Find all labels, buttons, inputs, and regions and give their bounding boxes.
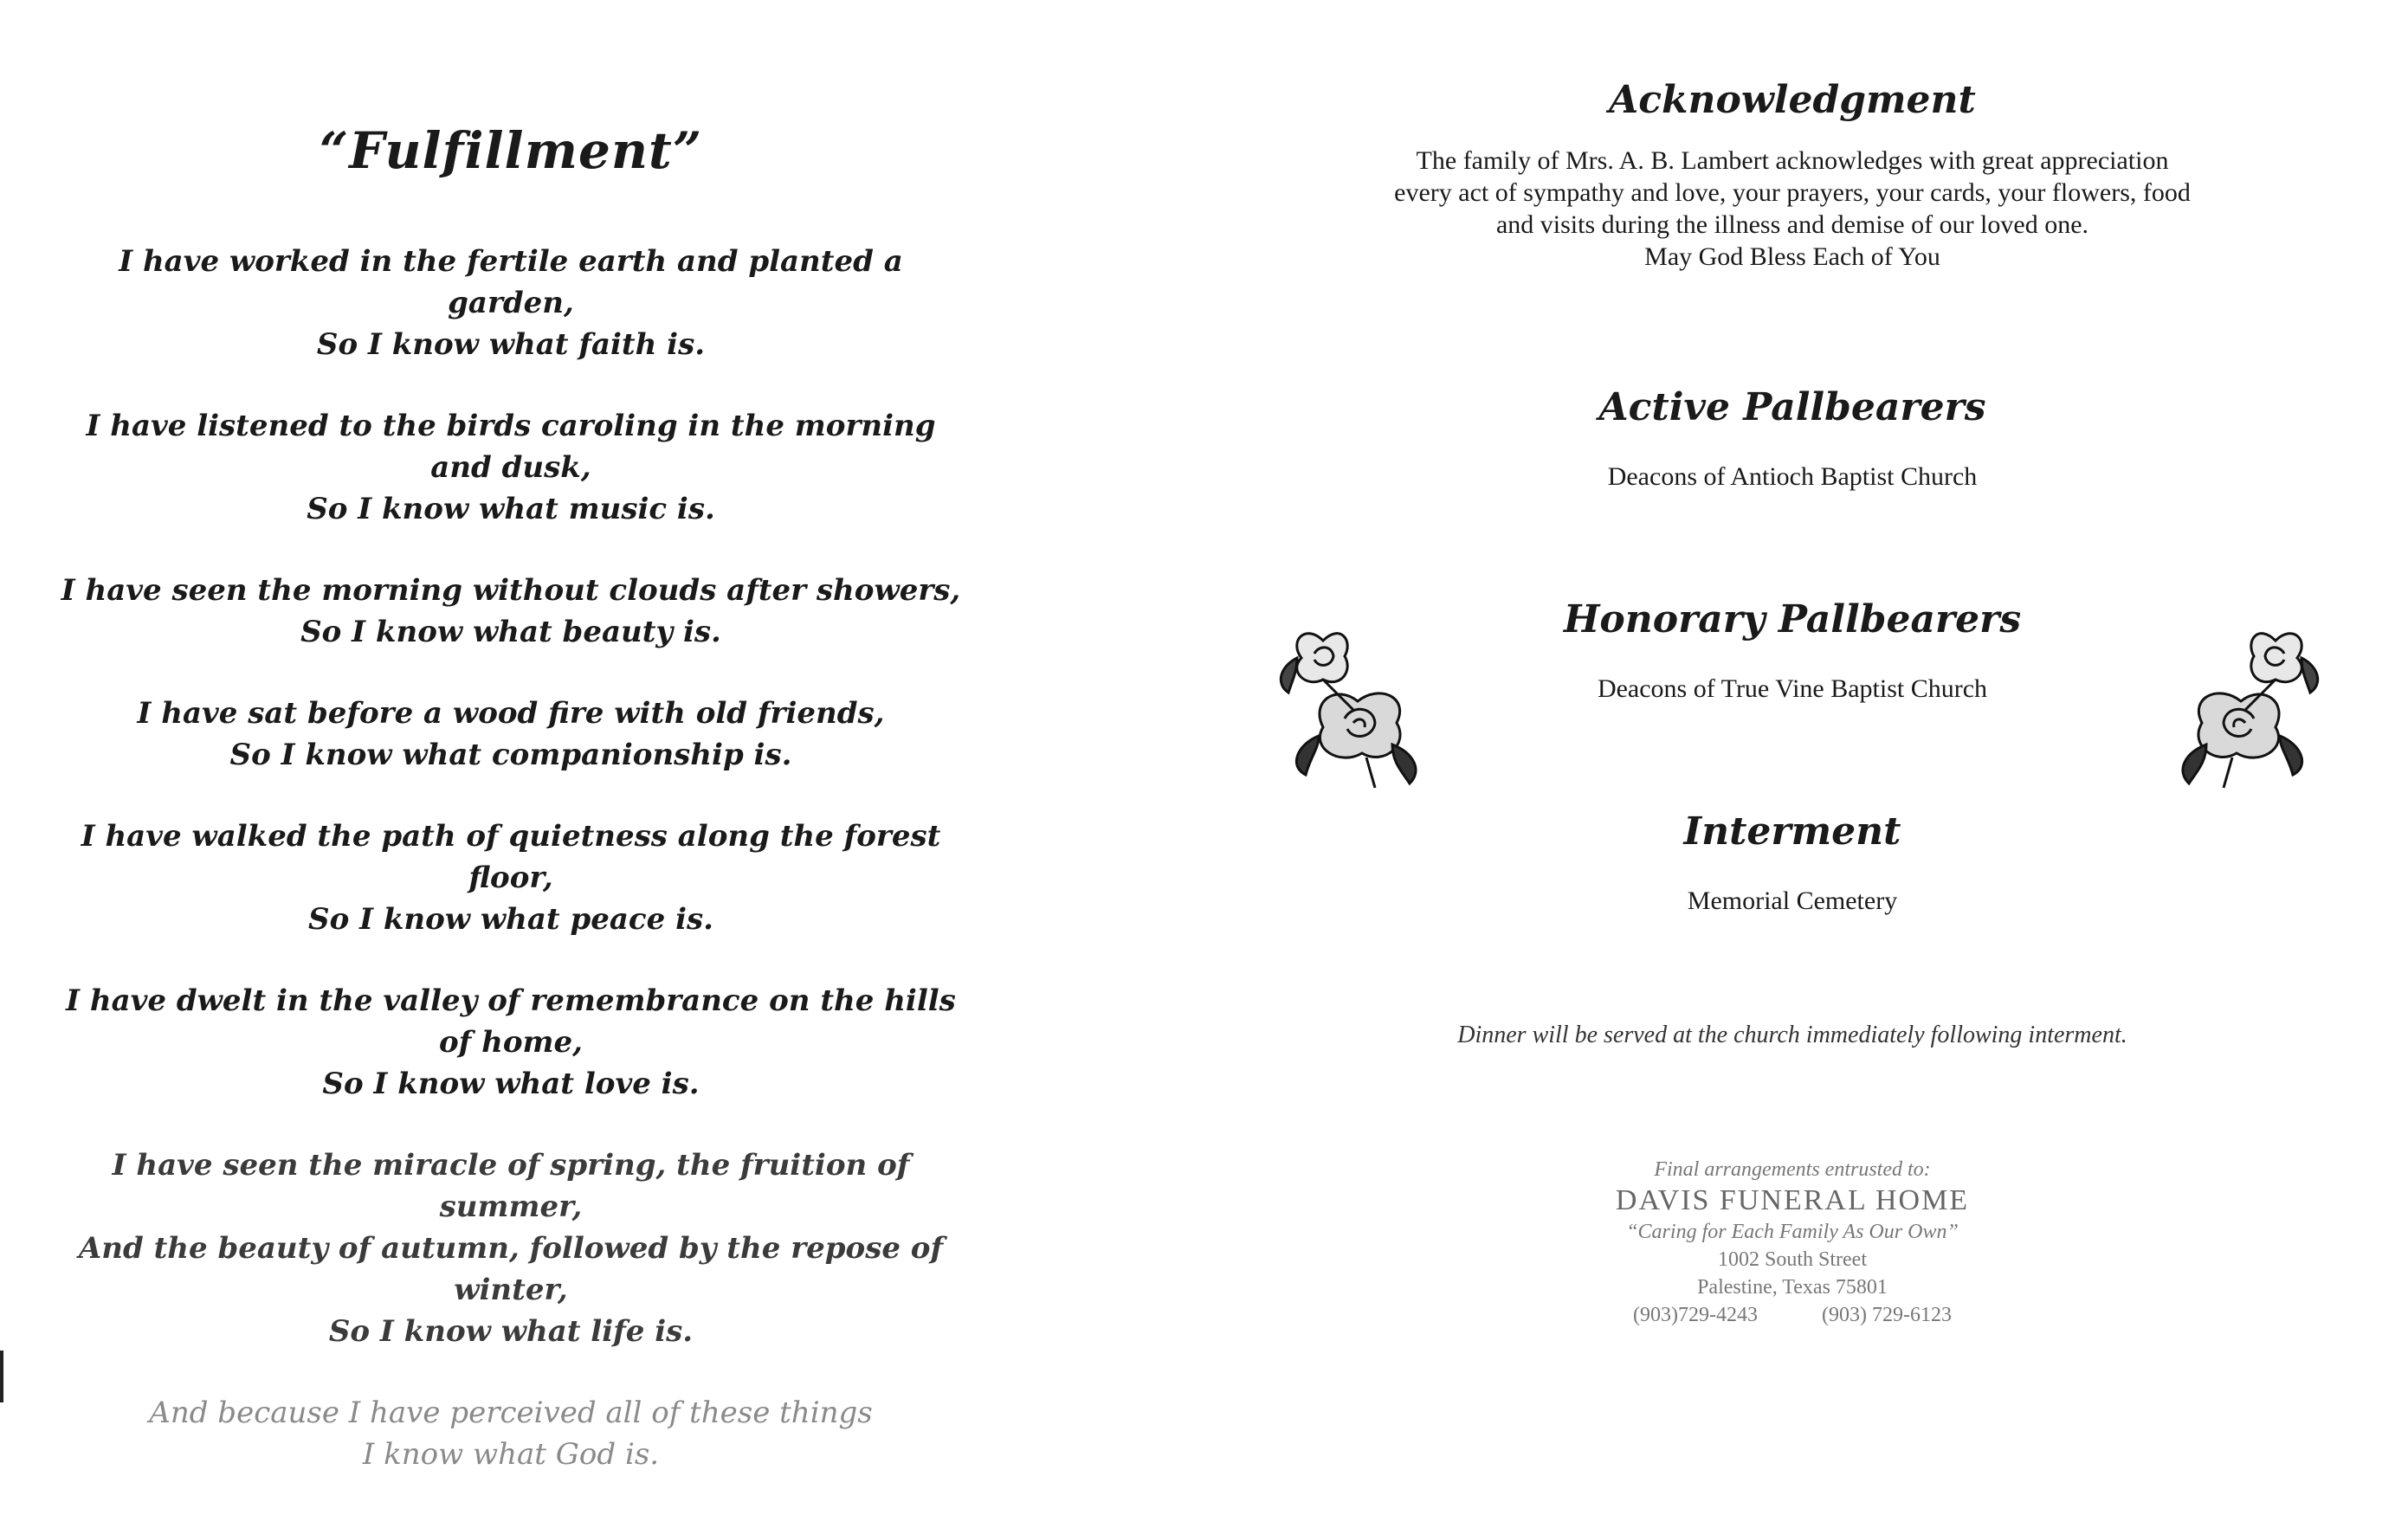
poem-panel (52, 121, 970, 1515)
poem-stanza-4 (52, 693, 970, 776)
poem-line: I have dwelt in the valley of remembrance on the hills of home, (66, 983, 956, 1060)
poem-line: So I know what peace is. (308, 902, 713, 937)
acknowledgment-heading: Acknowledgment (1609, 78, 1976, 122)
poem-stanza-5 (52, 816, 970, 940)
funeral-home-block (1281, 1156, 2303, 1329)
acknowledgment-line: and visits during the illness and demise of our loved one. (1495, 210, 2089, 239)
scan-edge-mark (0, 1351, 3, 1402)
funeral-home-phone: (903) 729-6123 (1822, 1304, 1952, 1326)
funeral-home-phones (1281, 1301, 2303, 1329)
poem-line: I have seen the morning without clouds after showers, (61, 573, 961, 608)
poem-line: So I know what music is. (307, 492, 715, 526)
poem-line: So I know what faith is. (316, 327, 706, 362)
acknowledgment-section (1281, 78, 2303, 273)
acknowledgment-line: every act of sympathy and love, your prayers, your cards, your flowers, food (1394, 178, 2191, 207)
funeral-home-phone: (903)729-4243 (1633, 1304, 1758, 1326)
poem-line: And the beauty of autumn, followed by the repose of winter, (78, 1231, 944, 1307)
poem-stanza-3 (52, 570, 970, 653)
poem-line: And because I have perceived all of these things (149, 1396, 873, 1430)
dinner-note: Dinner will be served at the church immediately following interment. (1457, 1022, 2127, 1048)
poem-line: So I know what companionship is. (229, 738, 792, 772)
poem-stanza-6 (52, 980, 970, 1105)
interment-heading: Interment (1683, 809, 1901, 854)
poem-line: I know what God is. (362, 1437, 660, 1472)
poem-title: “Fulfillment” (319, 121, 703, 180)
poem-line: So I know what love is. (322, 1067, 700, 1101)
poem-line: I have sat before a wood fire with old friends, (137, 696, 885, 731)
poem-stanza-1 (52, 241, 970, 365)
funeral-home-motto: “Caring for Each Family As Our Own” (1626, 1221, 1959, 1243)
acknowledgment-line: May God Bless Each of You (1644, 242, 1940, 271)
honorary-pallbearers-heading: Honorary Pallbearers (1563, 597, 2022, 641)
poem-line: I have seen the miracle of spring, the fruition of summer, (112, 1148, 910, 1224)
poem-line: So I know what life is. (328, 1314, 694, 1349)
active-pallbearers-section (1281, 385, 2303, 493)
funeral-home-city: Palestine, Texas 75801 (1697, 1276, 1888, 1299)
poem-stanza-8 (52, 1392, 970, 1475)
poem-line: I have listened to the birds caroling in the morning and dusk, (86, 409, 936, 485)
poem-line: I have worked in the fertile earth and planted a garden, (119, 244, 903, 320)
honorary-pallbearers-text: Deacons of True Vine Baptist Church (1597, 674, 1988, 703)
acknowledgment-line: The family of Mrs. A. B. Lambert acknowledges with great appreciation (1416, 146, 2169, 175)
honorary-pallbearers-section (1281, 597, 2303, 705)
funeral-home-street: 1002 South Street (1718, 1248, 1867, 1271)
active-pallbearers-heading: Active Pallbearers (1598, 385, 1986, 429)
funeral-home-intro: Final arrangements entrusted to: (1654, 1158, 1931, 1181)
interment-section (1281, 809, 2303, 917)
poem-stanza-2 (52, 405, 970, 530)
active-pallbearers-text: Deacons of Antioch Baptist Church (1607, 462, 1978, 491)
funeral-home-name: DAVIS FUNERAL HOME (1615, 1184, 1970, 1216)
poem-stanza-7 (52, 1144, 970, 1352)
poem-line: So I know what beauty is. (300, 615, 721, 649)
interment-text: Memorial Cemetery (1687, 886, 1898, 915)
poem-line: I have walked the path of quietness along the forest floor, (81, 819, 941, 895)
